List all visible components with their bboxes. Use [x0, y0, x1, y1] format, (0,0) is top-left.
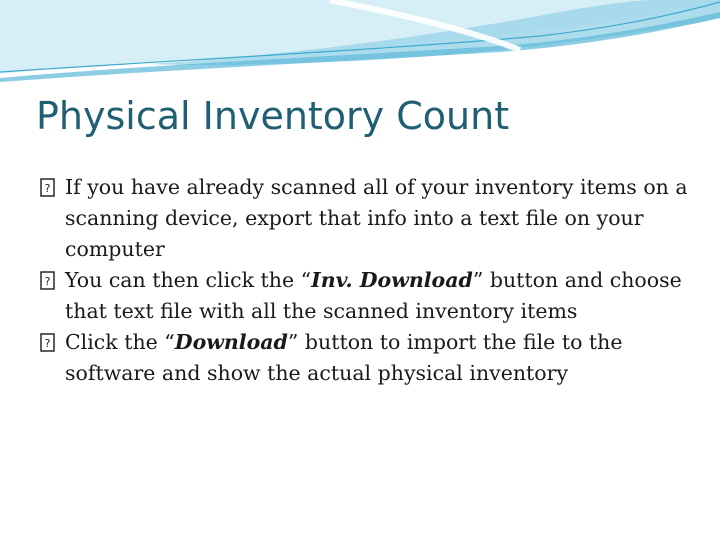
bullet-text: If you have already scanned all of your inventory items on a scanning device, export that info into a text file on your computer — [65, 175, 688, 261]
bullet-item — [36, 327, 696, 389]
header-wave-decoration — [0, 0, 720, 90]
button-name-emphasis: Download — [174, 330, 288, 354]
bullet-item — [36, 265, 696, 327]
svg-text:?: ? — [44, 182, 51, 195]
page-title: Physical Inventory Count — [36, 94, 510, 138]
button-name-emphasis: Inv. Download — [311, 268, 473, 292]
bullet-list — [36, 172, 696, 389]
bullet-text-before: You can then click the “ — [65, 268, 312, 292]
missing-glyph-box-icon — [36, 327, 62, 358]
bullet-text-after: ” button to import the file to the software and show the actual physical inventory — [65, 330, 623, 385]
missing-glyph-box-icon — [36, 265, 62, 296]
svg-text:?: ? — [44, 337, 51, 350]
bullet-text-before: Click the “ — [65, 330, 175, 354]
bullet-item — [36, 172, 696, 265]
bullet-text-after: ” button and choose that text file with all the scanned inventory items — [65, 268, 682, 323]
svg-text:?: ? — [44, 275, 51, 288]
missing-glyph-box-icon — [36, 172, 62, 203]
